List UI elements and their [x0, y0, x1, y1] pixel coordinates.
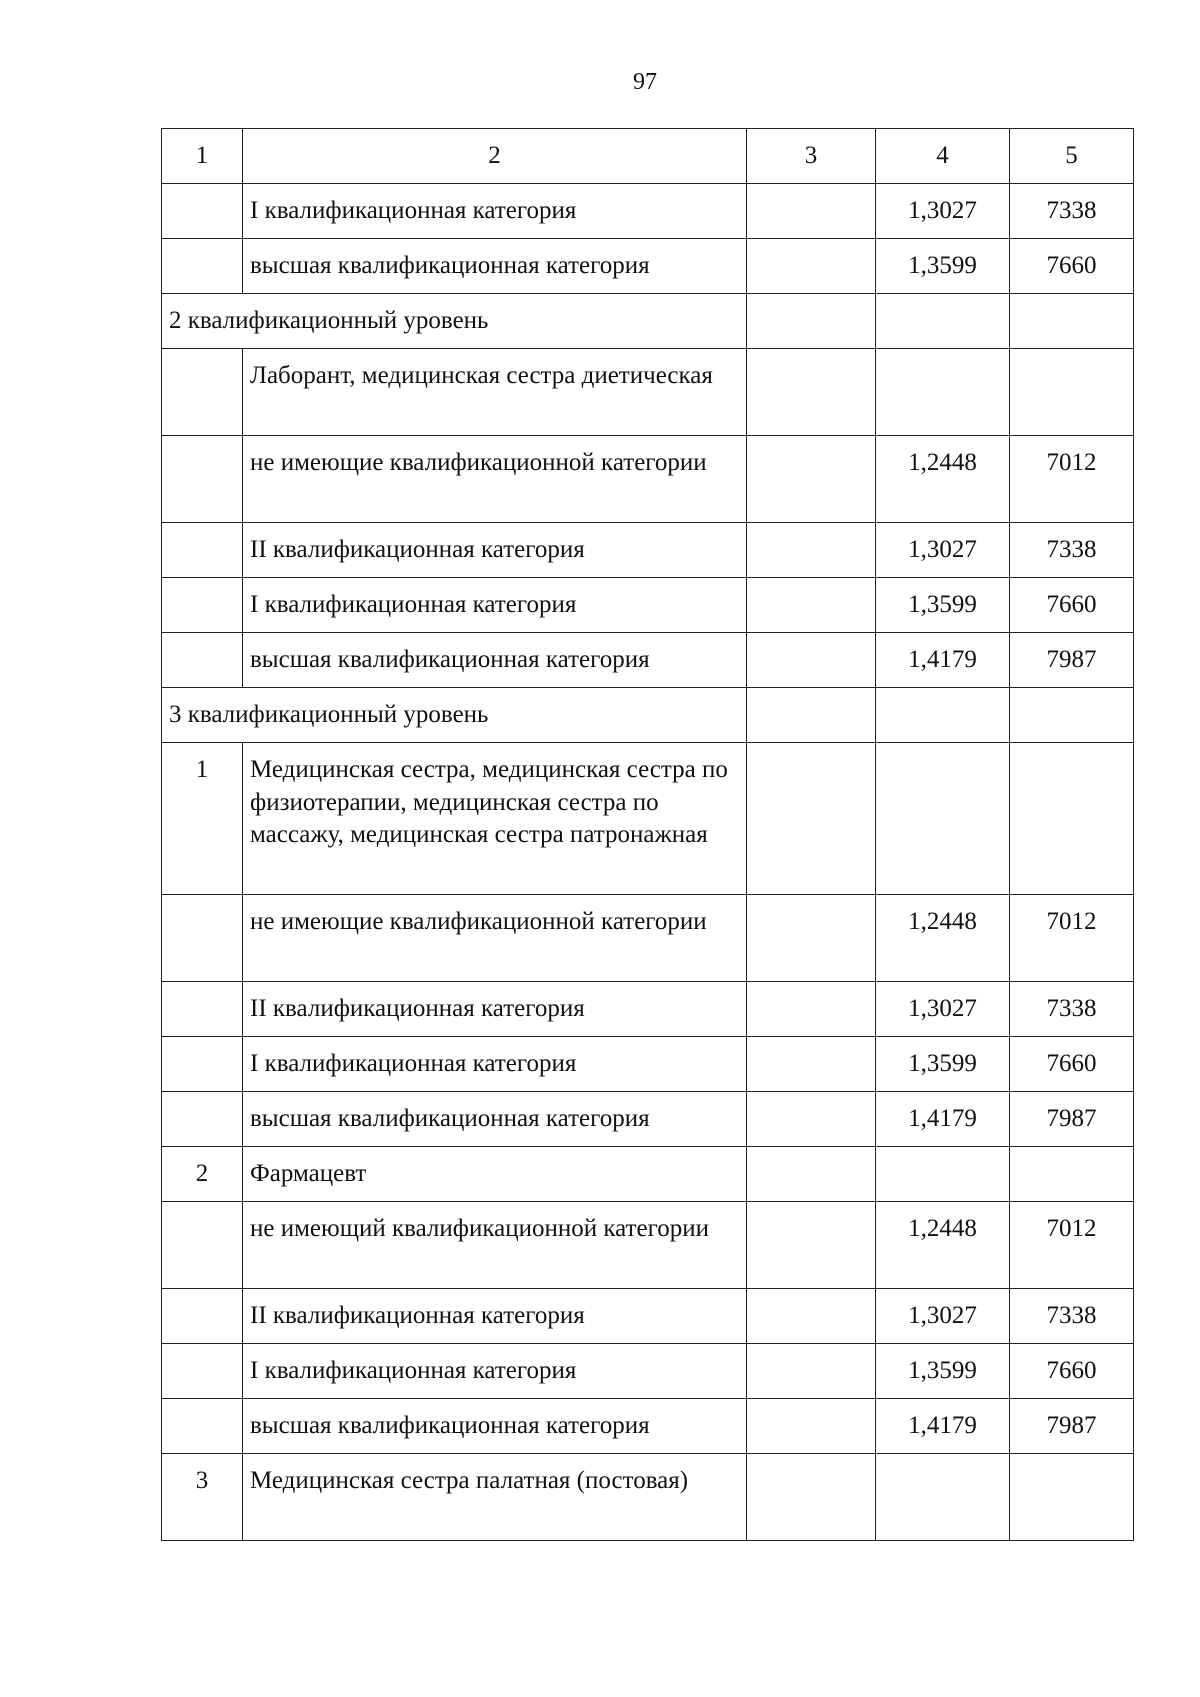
row-number-cell: [162, 1037, 243, 1092]
table-row: [162, 1289, 1134, 1344]
table-row: [162, 1454, 1134, 1541]
table-row: [162, 982, 1134, 1037]
col3-cell: [747, 239, 876, 294]
header-cell-col2: 2: [243, 129, 747, 184]
table-header-row: [162, 129, 1134, 184]
header-cell-col3: 3: [747, 129, 876, 184]
table-row: [162, 743, 1134, 895]
coefficient-cell: 1,4179: [876, 1092, 1010, 1147]
coefficient-cell: 1,3027: [876, 982, 1010, 1037]
salary-cell: 7987: [1010, 1399, 1134, 1454]
coefficient-cell: [876, 688, 1010, 743]
table-row: [162, 1399, 1134, 1454]
table-row: [162, 1037, 1134, 1092]
coefficient-cell: 1,2448: [876, 436, 1010, 523]
row-number-cell: [162, 1202, 243, 1289]
salary-cell: 7987: [1010, 1092, 1134, 1147]
section-label: 3 квалификационный уровень: [162, 688, 747, 743]
row-number-cell: 1: [162, 743, 243, 895]
position-cell: Лаборант, медицинская сестра диетическая: [243, 349, 747, 436]
coefficient-cell: 1,2448: [876, 1202, 1010, 1289]
col3-cell: [747, 688, 876, 743]
position-cell: Медицинская сестра, медицинская сестра по физиотерапии, медицинская сестра по массажу, медицинская сестра патронажная: [243, 743, 747, 895]
coefficient-cell: 1,3599: [876, 1037, 1010, 1092]
salary-cell: [1010, 1454, 1134, 1541]
position-cell: Фармацевт: [243, 1147, 747, 1202]
row-number-cell: [162, 523, 243, 578]
row-number-cell: [162, 436, 243, 523]
row-number-cell: [162, 1344, 243, 1399]
coefficient-cell: 1,4179: [876, 1399, 1010, 1454]
col3-cell: [747, 1147, 876, 1202]
salary-cell: [1010, 688, 1134, 743]
row-number-cell: [162, 184, 243, 239]
table-row: [162, 523, 1134, 578]
col3-cell: [747, 633, 876, 688]
coefficient-cell: 1,3599: [876, 1344, 1010, 1399]
col3-cell: [747, 743, 876, 895]
position-cell: I квалификационная категория: [243, 1037, 747, 1092]
col3-cell: [747, 1037, 876, 1092]
col3-cell: [747, 523, 876, 578]
position-cell: II квалификационная категория: [243, 982, 747, 1037]
salary-cell: 7012: [1010, 895, 1134, 982]
salary-cell: 7660: [1010, 578, 1134, 633]
salary-cell: [1010, 294, 1134, 349]
salary-cell: [1010, 743, 1134, 895]
position-cell: высшая квалификационная категория: [243, 1092, 747, 1147]
coefficient-cell: [876, 743, 1010, 895]
coefficient-cell: 1,3027: [876, 523, 1010, 578]
section-row: [162, 688, 1134, 743]
col3-cell: [747, 1202, 876, 1289]
coefficient-cell: 1,3599: [876, 239, 1010, 294]
salary-cell: [1010, 349, 1134, 436]
coefficient-cell: 1,3027: [876, 1289, 1010, 1344]
col3-cell: [747, 349, 876, 436]
salary-cell: 7012: [1010, 436, 1134, 523]
position-cell: высшая квалификационная категория: [243, 1399, 747, 1454]
col3-cell: [747, 982, 876, 1037]
col3-cell: [747, 578, 876, 633]
position-cell: не имеющие квалификационной категории: [243, 895, 747, 982]
position-cell: высшая квалификационная категория: [243, 239, 747, 294]
coefficient-cell: 1,3599: [876, 578, 1010, 633]
salary-cell: 7987: [1010, 633, 1134, 688]
salary-cell: 7338: [1010, 184, 1134, 239]
table-body: [162, 129, 1134, 1541]
position-cell: не имеющий квалификационной категории: [243, 1202, 747, 1289]
col3-cell: [747, 1092, 876, 1147]
salary-cell: [1010, 1147, 1134, 1202]
salary-cell: 7012: [1010, 1202, 1134, 1289]
position-cell: высшая квалификационная категория: [243, 633, 747, 688]
table-row: [162, 436, 1134, 523]
row-number-cell: [162, 1092, 243, 1147]
salary-coefficient-table: [161, 128, 1134, 1541]
col3-cell: [747, 1454, 876, 1541]
col3-cell: [747, 436, 876, 523]
row-number-cell: [162, 895, 243, 982]
table-row: [162, 1147, 1134, 1202]
row-number-cell: [162, 982, 243, 1037]
coefficient-cell: [876, 294, 1010, 349]
coefficient-cell: 1,4179: [876, 633, 1010, 688]
header-cell-col5: 5: [1010, 129, 1134, 184]
position-cell: Медицинская сестра палатная (постовая): [243, 1454, 747, 1541]
coefficient-cell: [876, 349, 1010, 436]
table-row: [162, 578, 1134, 633]
salary-cell: 7338: [1010, 982, 1134, 1037]
section-label: 2 квалификационный уровень: [162, 294, 747, 349]
col3-cell: [747, 294, 876, 349]
position-cell: II квалификационная категория: [243, 1289, 747, 1344]
table-row: [162, 239, 1134, 294]
position-cell: II квалификационная категория: [243, 523, 747, 578]
table-row: [162, 895, 1134, 982]
table-row: [162, 1202, 1134, 1289]
row-number-cell: [162, 578, 243, 633]
row-number-cell: [162, 239, 243, 294]
col3-cell: [747, 1399, 876, 1454]
coefficient-cell: 1,3027: [876, 184, 1010, 239]
row-number-cell: [162, 633, 243, 688]
table-row: [162, 1344, 1134, 1399]
salary-cell: 7338: [1010, 523, 1134, 578]
table-row: [162, 184, 1134, 239]
salary-cell: 7338: [1010, 1289, 1134, 1344]
table-row: [162, 1092, 1134, 1147]
row-number-cell: 2: [162, 1147, 243, 1202]
coefficient-cell: [876, 1454, 1010, 1541]
col3-cell: [747, 1289, 876, 1344]
col3-cell: [747, 184, 876, 239]
position-cell: I квалификационная категория: [243, 1344, 747, 1399]
salary-cell: 7660: [1010, 1037, 1134, 1092]
position-cell: I квалификационная категория: [243, 578, 747, 633]
position-cell: не имеющие квалификационной категории: [243, 436, 747, 523]
coefficient-cell: [876, 1147, 1010, 1202]
salary-cell: 7660: [1010, 239, 1134, 294]
salary-cell: 7660: [1010, 1344, 1134, 1399]
row-number-cell: [162, 1399, 243, 1454]
row-number-cell: [162, 1289, 243, 1344]
col3-cell: [747, 1344, 876, 1399]
row-number-cell: [162, 349, 243, 436]
coefficient-cell: 1,2448: [876, 895, 1010, 982]
page-number: 97: [633, 69, 657, 95]
header-cell-col1: 1: [162, 129, 243, 184]
position-cell: I квалификационная категория: [243, 184, 747, 239]
header-cell-col4: 4: [876, 129, 1010, 184]
row-number-cell: 3: [162, 1454, 243, 1541]
col3-cell: [747, 895, 876, 982]
section-row: [162, 294, 1134, 349]
table-row: [162, 349, 1134, 436]
table-row: [162, 633, 1134, 688]
